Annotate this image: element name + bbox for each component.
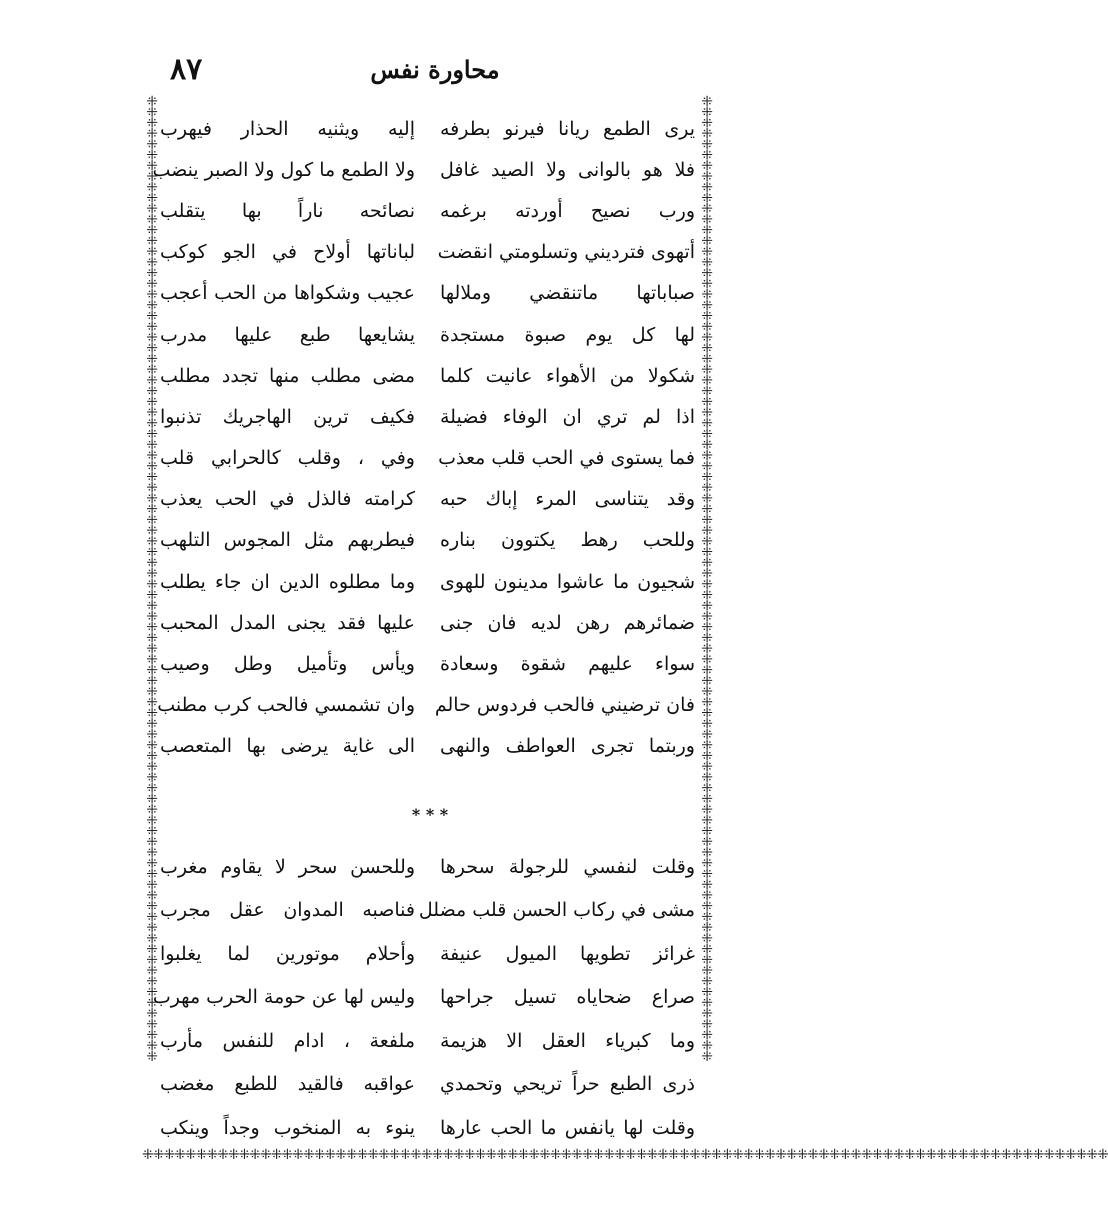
- verse-second-hemistich: ويأس وتأميل وطل وصيب: [160, 653, 415, 676]
- verse-second-hemistich: وللحسن سحر لا يقاوم مغرب: [160, 855, 415, 878]
- verse-row: [160, 314, 695, 355]
- verse-second-hemistich: مضى مطلب منها تجدد مطلب: [160, 364, 415, 387]
- verse-second-hemistich: عليها فقد يجنى المدل المحبب: [160, 611, 415, 634]
- section-separator: * * *: [411, 805, 449, 824]
- verse-second-hemistich: لباناتها أولاح في الجو كوكب: [160, 241, 415, 264]
- verse-row: [160, 602, 695, 643]
- verse-second-hemistich: ينوء به المنخوب وجداً وينكب: [160, 1116, 415, 1139]
- verse-second-hemistich: نصائحه ناراً بها يتقلب: [160, 199, 415, 222]
- verse-first-hemistich: صباباتها ماتنقضي وملالها: [440, 282, 695, 305]
- poem-section-2: [152, 845, 695, 1150]
- verse-second-hemistich: عواقبه فالقيد للطبع مغضب: [160, 1073, 415, 1096]
- verse-first-hemistich: وقد يتناسى المرء إباك حبه: [440, 488, 695, 511]
- verse-row: [152, 149, 695, 190]
- verse-second-hemistich: الى غاية يرضى بها المتعصب: [160, 735, 415, 758]
- verse-row: [160, 438, 695, 479]
- verse-row: [160, 355, 695, 396]
- verse-second-hemistich: وأحلام موتورين لما يغلبوا: [160, 942, 415, 965]
- verse-row: [152, 976, 695, 1020]
- verse-second-hemistich: فناصبه المدوان عقل مجرب: [160, 899, 415, 922]
- verse-second-hemistich: وان تشمسي فالحب كرب مطنب: [157, 694, 415, 717]
- verse-first-hemistich: مشى في ركاب الحسن قلب مضلل: [418, 899, 695, 922]
- verse-first-hemistich: شجيون ما عاشوا مدينون للهوى: [440, 570, 695, 593]
- verse-row: [160, 108, 695, 149]
- running-title: محاورة نفس: [370, 55, 500, 84]
- page-number: ٨٧: [170, 52, 203, 87]
- verse-row: [160, 726, 695, 767]
- verse-row: [160, 932, 695, 976]
- verse-second-hemistich: وفي ، وقلب كالحرابي قلب: [160, 447, 415, 470]
- verse-row: [160, 845, 695, 889]
- verse-first-hemistich: اذا لم تري ان الوفاء فضيلة: [440, 405, 695, 428]
- verse-first-hemistich: غرائز تطويها الميول عنيفة: [440, 942, 695, 965]
- verse-row: [160, 190, 695, 231]
- verse-first-hemistich: وما كبرياء العقل الا هزيمة: [440, 1029, 695, 1052]
- poem-section-1: [152, 108, 695, 767]
- ornamental-border-left: ⁜⁜⁜⁜⁜⁜⁜⁜⁜⁜⁜⁜⁜⁜⁜⁜⁜⁜⁜⁜⁜⁜⁜⁜⁜⁜⁜⁜⁜⁜⁜⁜⁜⁜⁜⁜⁜⁜⁜⁜⁜⁜⁜⁜⁜⁜⁜⁜⁜⁜⁜⁜⁜⁜⁜⁜⁜⁜⁜⁜⁜⁜⁜⁜⁜⁜⁜⁜⁜⁜⁜⁜⁜⁜⁜⁜⁜⁜⁜⁜⁜⁜⁜⁜⁜⁜⁜⁜⁜⁜: [143, 95, 159, 1061]
- verse-first-hemistich: صراع ضحاياه تسيل جراحها: [440, 986, 695, 1009]
- verse-first-hemistich: فما يستوى في الحب قلب معذب: [438, 447, 695, 470]
- verse-row: [160, 273, 695, 314]
- verse-row: [160, 889, 695, 933]
- verse-row: [160, 1063, 695, 1107]
- verse-row: [160, 643, 695, 684]
- verse-first-hemistich: يرى الطمع ريانا فيرنو بطرفه: [440, 117, 695, 140]
- verse-first-hemistich: سواء عليهم شقوة وسعادة: [440, 653, 695, 676]
- verse-first-hemistich: أتهوى فترديني وتسلومتي انقضت: [437, 241, 695, 264]
- verse-second-hemistich: وما مطلوه الدين ان جاء يطلب: [160, 570, 415, 593]
- verse-row: [160, 561, 695, 602]
- verse-row: [160, 479, 695, 520]
- verse-first-hemistich: ضمائرهم رهن لديه فان جنى: [440, 611, 695, 634]
- verse-row: [160, 1106, 695, 1150]
- verse-first-hemistich: وللحب رهط يكتوون بناره: [440, 529, 695, 552]
- verse-first-hemistich: وقلت لها يانفس ما الحب عارها: [440, 1116, 695, 1139]
- verse-row: [160, 396, 695, 437]
- verse-second-hemistich: ملفعة ، ادام للنفس مأرب: [160, 1029, 415, 1052]
- verse-row: [160, 232, 695, 273]
- verse-second-hemistich: ولا الطمع ما كول ولا الصبر ينضب: [152, 158, 415, 181]
- verse-second-hemistich: إليه ويثنيه الحذار فيهرب: [160, 117, 415, 140]
- verse-second-hemistich: كرامته فالذل في الحب يعذب: [160, 488, 415, 511]
- ornamental-border-right: ⁜⁜⁜⁜⁜⁜⁜⁜⁜⁜⁜⁜⁜⁜⁜⁜⁜⁜⁜⁜⁜⁜⁜⁜⁜⁜⁜⁜⁜⁜⁜⁜⁜⁜⁜⁜⁜⁜⁜⁜⁜⁜⁜⁜⁜⁜⁜⁜⁜⁜⁜⁜⁜⁜⁜⁜⁜⁜⁜⁜⁜⁜⁜⁜⁜⁜⁜⁜⁜⁜⁜⁜⁜⁜⁜⁜⁜⁜⁜⁜⁜⁜⁜⁜⁜⁜⁜⁜⁜⁜: [698, 95, 714, 1061]
- verse-row: [157, 685, 695, 726]
- verse-first-hemistich: ورب نصيح أوردته برغمه: [440, 199, 695, 222]
- verse-first-hemistich: وقلت لنفسي للرجولة سحرها: [440, 855, 695, 878]
- verse-first-hemistich: ذرى الطبع حراً تريحي وتحمدي: [440, 1073, 695, 1096]
- verse-second-hemistich: يشايعها طبع عليها مدرب: [160, 323, 415, 346]
- verse-first-hemistich: فان ترضيني فالحب فردوس حالم: [434, 694, 695, 717]
- verse-second-hemistich: فكيف ترين الهاجريك تذنبوا: [160, 405, 415, 428]
- verse-first-hemistich: وربتما تجرى العواطف والنهى: [440, 735, 695, 758]
- verse-first-hemistich: لها كل يوم صبوة مستجدة: [440, 323, 695, 346]
- verse-second-hemistich: فيطربهم مثل المجوس التلهب: [160, 529, 415, 552]
- verse-row: [160, 1019, 695, 1063]
- verse-row: [160, 520, 695, 561]
- ornamental-border-bottom: ⁜⁜⁜⁜⁜⁜⁜⁜⁜⁜⁜⁜⁜⁜⁜⁜⁜⁜⁜⁜⁜⁜⁜⁜⁜⁜⁜⁜⁜⁜⁜⁜⁜⁜⁜⁜⁜⁜⁜⁜⁜⁜⁜⁜⁜⁜⁜⁜⁜⁜⁜⁜⁜⁜⁜⁜⁜⁜⁜⁜⁜⁜⁜⁜⁜⁜⁜⁜⁜⁜⁜⁜⁜⁜⁜⁜⁜⁜⁜⁜⁜⁜⁜⁜⁜⁜⁜⁜⁜⁜: [142, 1147, 1108, 1163]
- verse-second-hemistich: وليس لها عن حومة الحرب مهرب: [152, 986, 415, 1009]
- verse-second-hemistich: عجيب وشكواها من الحب أعجب: [160, 282, 415, 305]
- verse-first-hemistich: فلا هو بالوانى ولا الصيد غافل: [440, 158, 695, 181]
- verse-first-hemistich: شكولا من الأهواء عانيت كلما: [440, 364, 695, 387]
